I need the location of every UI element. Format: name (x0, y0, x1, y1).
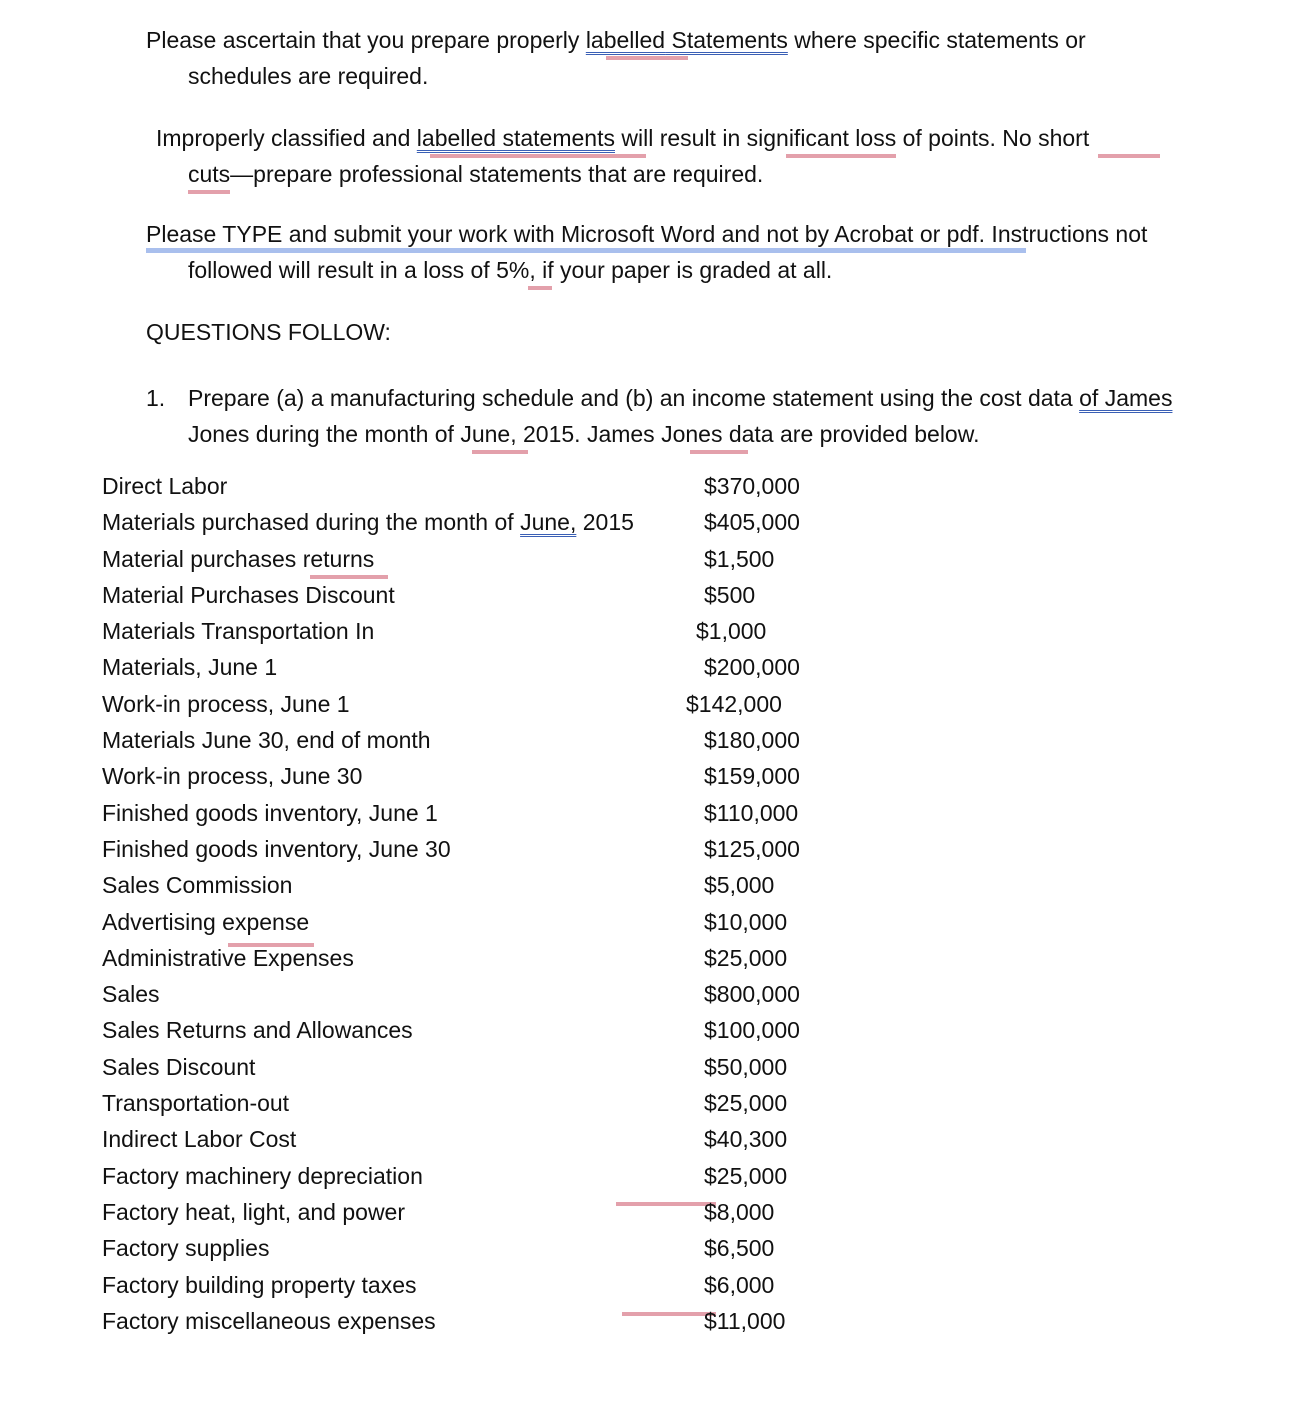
question-line-2: Jones during the month of June, 2015. James Jones data are provided below. (188, 421, 980, 447)
table-row (102, 1267, 822, 1303)
row-amount: $50,000 (704, 1053, 788, 1080)
table-row (102, 795, 822, 831)
question-text-a: Prepare (a) a manufacturing schedule and (b) an income statement using the cost data (188, 385, 1080, 411)
row-label: Factory supplies (102, 1235, 270, 1262)
row-amount: $1,000 (696, 618, 767, 645)
spellcheck-underline (786, 154, 896, 158)
table-row (102, 613, 822, 649)
word-statements: statements (502, 125, 615, 151)
table-row (102, 649, 822, 685)
row-label: Work-in process, June 1 (102, 690, 350, 717)
row-amount: $8,000 (704, 1198, 775, 1225)
table-row (102, 1303, 822, 1339)
row-amount: $6,500 (704, 1235, 775, 1262)
instruction-1-line-1 (146, 25, 1086, 55)
word-statements: Statements (671, 27, 788, 53)
row-label: Work-in process, June 30 (102, 763, 363, 790)
row-label: Administrative Expenses (102, 944, 354, 971)
row-amount: $180,000 (704, 727, 800, 754)
spellcheck-underline (472, 450, 528, 454)
table-row (102, 1085, 822, 1121)
row-amount: $405,000 (704, 509, 800, 536)
table-row (102, 831, 822, 867)
table-row (102, 1158, 822, 1194)
spellcheck-underline (430, 154, 512, 158)
row-amount: $142,000 (686, 690, 782, 717)
row-amount: $40,300 (704, 1126, 788, 1153)
row-label-part-a: Materials purchased during the month of (102, 509, 521, 536)
table-row (102, 1121, 822, 1157)
word-labelled: labelled (416, 125, 497, 151)
row-label: Direct Labor (102, 473, 228, 499)
table-row (102, 940, 822, 976)
row-label: Materials Transportation In (102, 618, 375, 645)
row-amount: $200,000 (704, 654, 800, 681)
instruction-3-line-2: followed will result in a loss of 5%, if your paper is graded at all. (188, 257, 833, 283)
row-amount: $5,000 (704, 872, 775, 899)
instruction-3-line-1: Please TYPE and submit your work with Microsoft Word and not by Acrobat or pdf. Instructions not (146, 221, 1148, 247)
row-label: Factory miscellaneous expenses (102, 1307, 436, 1334)
word-labelled: labelled (585, 27, 666, 53)
row-label: Finished goods inventory, June 1 (102, 799, 438, 826)
table-row (102, 504, 822, 540)
row-label: Materials, June 1 (102, 654, 278, 681)
row-amount: $159,000 (704, 763, 800, 790)
table-row (102, 976, 822, 1012)
row-amount: $6,000 (704, 1271, 775, 1298)
spellcheck-underline (512, 154, 646, 158)
row-amount: $25,000 (704, 1162, 788, 1189)
row-label: Sales Discount (102, 1053, 256, 1080)
instruction-2-text-a: Improperly classified and (156, 125, 417, 151)
row-label: Advertising expense (102, 908, 310, 935)
table-row (102, 1194, 822, 1230)
spellcheck-underline (606, 56, 688, 60)
row-label: Finished goods inventory, June 30 (102, 835, 451, 862)
row-amount: $800,000 (704, 981, 800, 1008)
row-label: Transportation-out (102, 1090, 290, 1117)
row-label: Indirect Labor Cost (102, 1126, 297, 1153)
row-label-part-b: 2015 (576, 509, 634, 536)
word-june: June, (520, 509, 577, 536)
row-label: Factory building property taxes (102, 1271, 417, 1298)
row-amount: $25,000 (704, 1090, 788, 1117)
row-amount: $370,000 (704, 473, 800, 499)
row-label: Sales (102, 981, 160, 1008)
row-label (102, 504, 634, 540)
row-label: Materials June 30, end of month (102, 727, 431, 754)
row-amount: $500 (704, 581, 756, 608)
instruction-1-line-2: schedules are required. (188, 63, 429, 89)
instruction-1-text-a: Please ascertain that you prepare properly (146, 27, 586, 53)
table-row (102, 577, 822, 613)
row-amount: $125,000 (704, 835, 800, 862)
spellcheck-underline (528, 286, 552, 290)
spellcheck-underline (690, 450, 748, 454)
table-row (102, 758, 822, 794)
row-amount: $25,000 (704, 944, 788, 971)
table-row (102, 1049, 822, 1085)
table-row (102, 541, 822, 577)
row-label: Material Purchases Discount (102, 581, 395, 608)
instruction-2-line-2: cuts—prepare professional statements that are required. (188, 161, 764, 187)
table-row (102, 468, 822, 504)
table-row (102, 867, 822, 903)
row-amount: $110,000 (704, 799, 799, 826)
table-row (102, 722, 822, 758)
row-label: Sales Returns and Allowances (102, 1017, 413, 1044)
table-row (102, 1012, 822, 1048)
instruction-1-text-b: where specific statements or (787, 27, 1086, 53)
spellcheck-underline (1098, 154, 1160, 158)
question-number: 1. (146, 385, 166, 411)
row-label: Factory heat, light, and power (102, 1198, 405, 1225)
spellcheck-underline (188, 190, 230, 194)
row-label: Material purchases returns (102, 545, 375, 572)
row-label: Sales Commission (102, 872, 293, 899)
question-line-1 (188, 383, 1172, 413)
table-row (102, 904, 822, 940)
table-row (102, 686, 822, 722)
grammar-underline (146, 248, 1026, 253)
row-amount: $11,000 (704, 1307, 786, 1334)
row-amount: $100,000 (704, 1017, 800, 1044)
cost-data-table (102, 468, 822, 1339)
instruction-2-text-b: will result in significant loss of points. No short (614, 125, 1090, 151)
instruction-2-line-1 (156, 123, 1089, 153)
row-amount: $1,500 (704, 545, 775, 572)
questions-heading: QUESTIONS FOLLOW: (146, 319, 391, 345)
row-amount: $10,000 (704, 908, 788, 935)
word-of-james: of James (1079, 385, 1173, 411)
table-row (102, 1230, 822, 1266)
row-label: Factory machinery depreciation (102, 1162, 423, 1189)
